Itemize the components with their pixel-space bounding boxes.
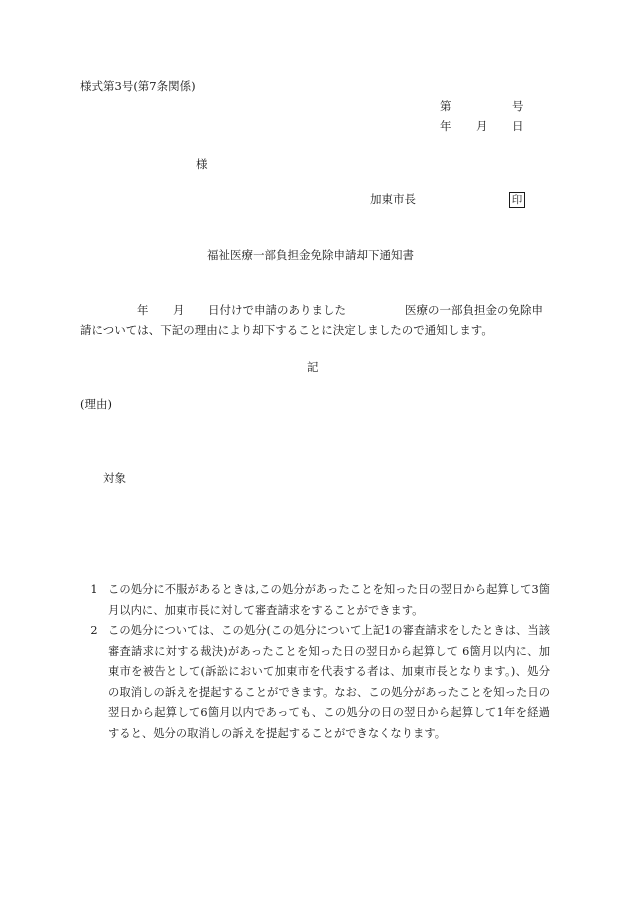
body-dated-applied: 日付けで申請のありました xyxy=(208,303,346,317)
note-item xyxy=(80,621,550,744)
document-title: 福祉医療一部負担金免除申請却下通知書 xyxy=(207,248,414,262)
note-number: 2 xyxy=(90,624,98,637)
reason-label: (理由) xyxy=(80,397,112,411)
ki-heading: 記 xyxy=(307,360,319,374)
number-suffix: 号 xyxy=(512,99,524,113)
form-number: 様式第3号(第7条関係) xyxy=(80,79,196,93)
date-day: 日 xyxy=(512,119,524,133)
body-month: 月 xyxy=(173,303,185,317)
date-year: 年 xyxy=(440,119,452,133)
body-line-1 xyxy=(80,304,550,320)
body-year: 年 xyxy=(137,303,149,317)
note-text: この処分については、この処分(この処分について上記1の審査請求をしたときは、当該審査請求に対する裁決)があったことを知った日の翌日から起算して 6箇月以内に、加東市を被告として(訴訟において加東市を代表する者は、加東市長となります。)、処分の取消しの訴えを提起することができます。なお、この処分があったことを知った日の翌日から起算して6箇月以内であっても、この処分の日の翌日から起算して1年を経過すると、処分の取消しの訴えを提起することができなくなります。 xyxy=(108,624,550,740)
date-month: 月 xyxy=(476,119,488,133)
note-number: 1 xyxy=(90,583,98,596)
seal-stamp: 印 xyxy=(509,192,525,208)
target-label: 対象 xyxy=(103,471,126,485)
number-prefix: 第 xyxy=(440,99,452,113)
body-subsidy-tail: 医療の一部負担金の免除申 xyxy=(405,303,543,317)
note-item xyxy=(80,580,550,621)
issuer-name: 加東市長 xyxy=(370,192,416,206)
addressee-suffix: 様 xyxy=(196,157,208,171)
note-text: この処分に不服があるときは,この処分があったことを知った日の翌日から起算して3箇月以内に、加東市長に対して審査請求をすることができます。 xyxy=(108,583,550,617)
appeal-notes xyxy=(80,580,550,744)
body-line-2: 請については、下記の理由により却下することに決定しましたので通知します。 xyxy=(80,323,493,337)
